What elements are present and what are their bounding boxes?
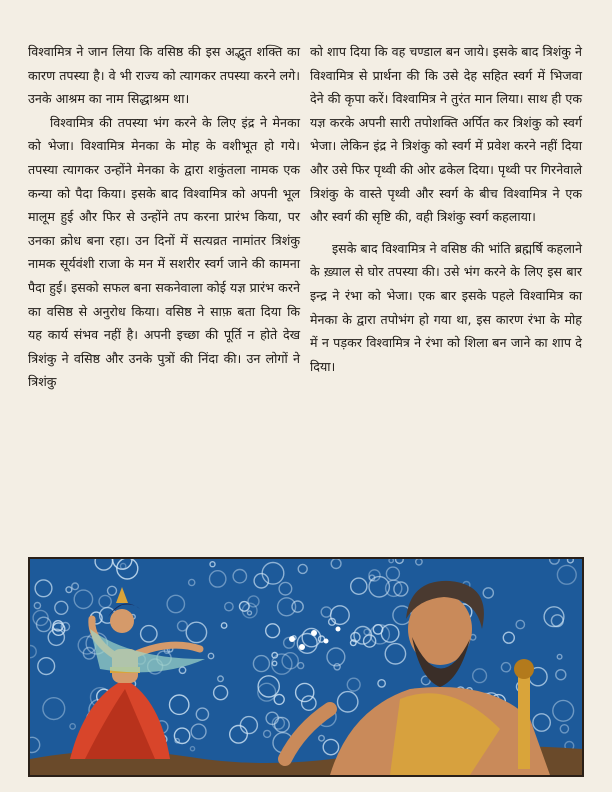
story-illustration (28, 557, 584, 777)
left-paragraph-1: विश्वामित्र ने जान लिया कि वसिष्ठ की इस अद्भुत शक्ति का कारण तपस्या है। वे भी राज्य को त्यागकर तपस्या करने लगे। उनके आश्रम का नाम सिद्धाश्रम था। (28, 44, 300, 107)
right-text-column (310, 40, 582, 378)
left-text-column (28, 40, 300, 394)
left-paragraph-2: विश्वामित्र की तपस्या भंग करने के लिए इंद्र ने मेनका को भेजा। विश्वामित्र मेनका के मोह के वशीभूत हो गये। तपस्या त्यागकर उन्होंने मेनका के द्वारा शकुंतला नामक एक कन्या को पैदा किया। इसके बाद विश्वामित्र को अपनी भूल मालूम हुई और फिर से उन्होंने तप करना प्रारंभ किया, पर उनका क्रोध बना रहा। उन दिनों में सत्यव्रत नामांतर त्रिशंकु नामक सूर्यवंशी राजा के मन में सशरीर स्वर्ग जाने की कामना पैदा हुई। इसको सफल बना सकनेवाला कोई यज्ञ प्रारंभ करने का वसिष्ठ से अनुरोध किया। वसिष्ठ ने साफ़ बता दिया कि यह कार्य संभव नहीं है। अपनी इच्छा की पूर्ति न होते देख त्रिशंकु ने वसिष्ठ और उनके पुत्रों की निंदा की। उन लोगों ने त्रिशंकु (28, 114, 300, 390)
dancer-head (110, 609, 134, 633)
sage-staff (518, 669, 530, 769)
illustration-art (30, 559, 582, 775)
right-paragraph-2: इसके बाद विश्वामित्र ने वसिष्ठ की भांति ब्रह्मर्षि कहलाने के ख़्याल से घोर तपस्या की। उसे भंग करने के लिए इस बार इन्द्र ने रंभा को भेजा। एक बार इसके पहले विश्वामित्र का मेनका के द्वारा तपोभंग हो गया था, इस कारण रंभा के मोह में न पड़कर विश्वामित्र ने रंभा को शिला बन जाने का शाप दे दिया। (310, 240, 582, 374)
right-paragraph-1: को शाप दिया कि वह चण्डाल बन जाये। इसके बाद त्रिशंकु ने विश्वामित्र से प्रार्थना की कि उसे देह सहित स्वर्ग में भिजवा देने की कृपा करें। विश्वामित्र ने तुरंत मान लिया। साथ ही एक यज्ञ करके अपनी सारी तपोशक्ति अर्पित कर त्रिशंकु को स्वर्ग भेजा। लेकिन इंद्र ने त्रिशंकु को स्वर्ग में प्रवेश करने नहीं दिया और उसे फिर पृथ्वी की ओर ढकेल दिया। पृथ्वी पर गिरनेवाले त्रिशंकु के वास्ते पृथ्वी और स्वर्ग के बीच विश्वामित्र ने एक और स्वर्ग की सृष्टि की, वही त्रिशंकु स्वर्ग कहलाया। (310, 44, 582, 225)
